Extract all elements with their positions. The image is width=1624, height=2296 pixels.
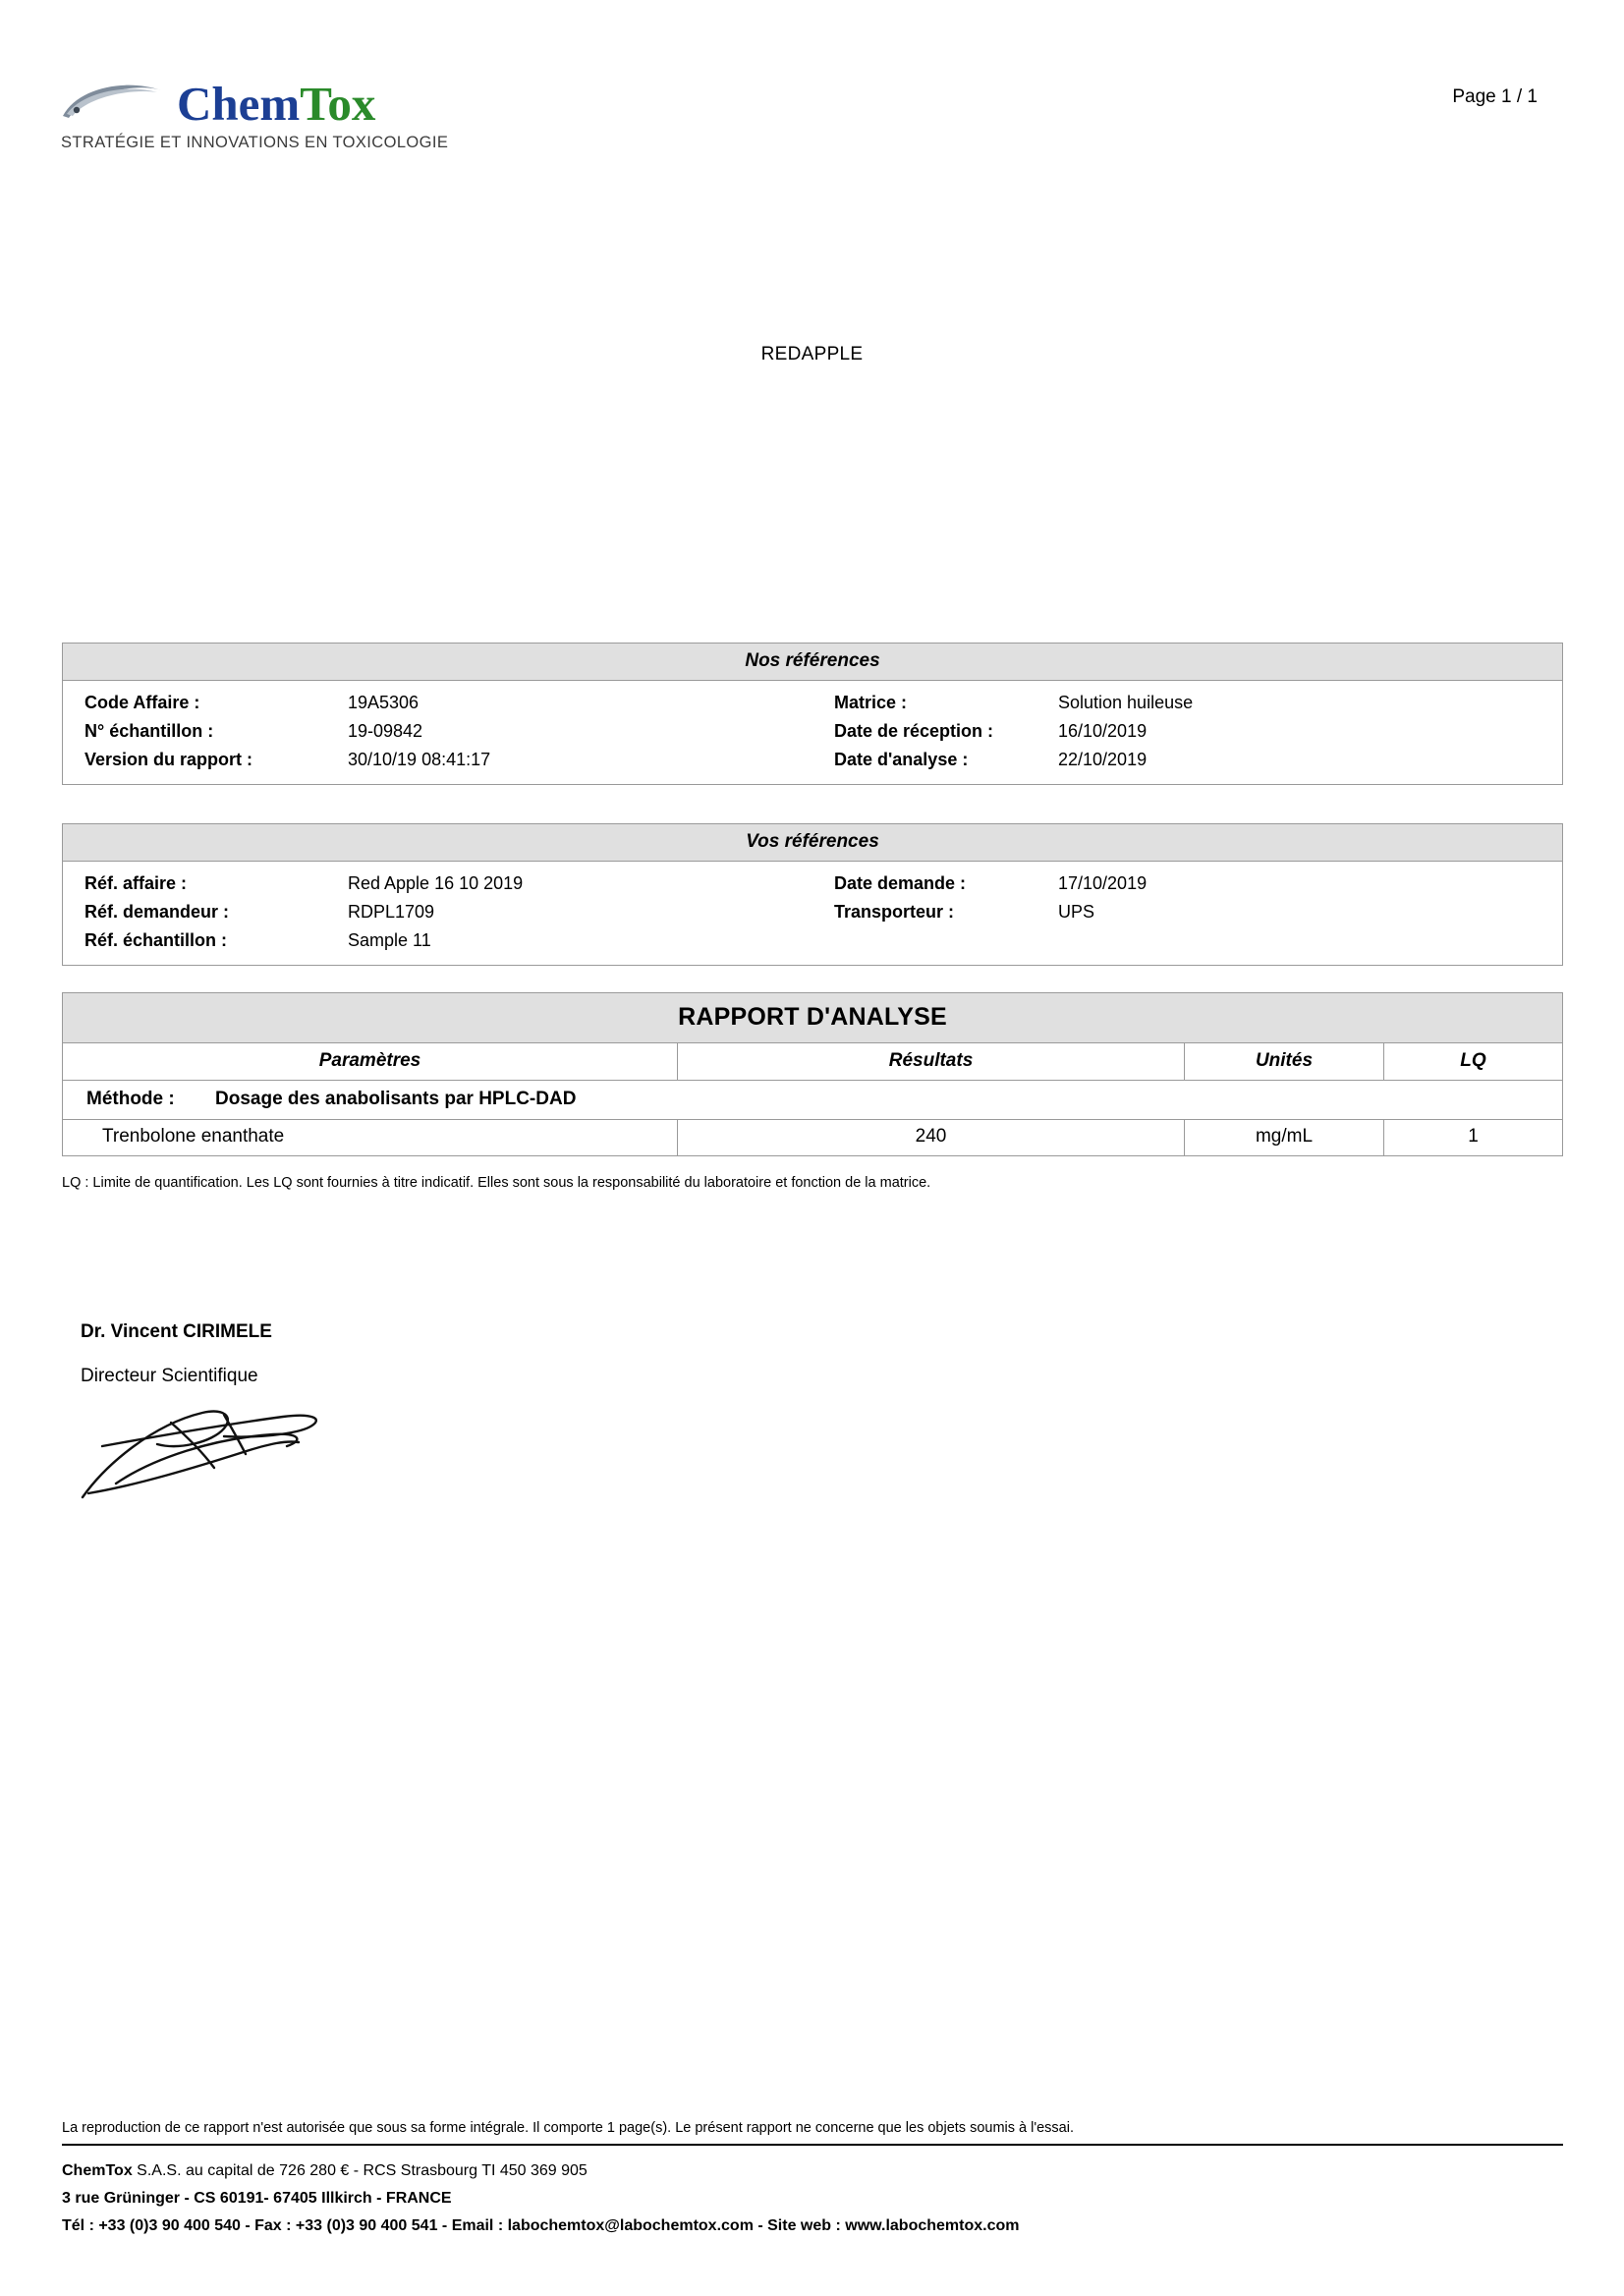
footer-company-name: ChemTox bbox=[62, 2162, 133, 2179]
our-references-table bbox=[62, 643, 1563, 785]
field-value: 19-09842 bbox=[348, 721, 423, 741]
field-label: N° échantillon : bbox=[84, 721, 214, 741]
field-value: 19A5306 bbox=[348, 693, 420, 712]
field-value: 16/10/2019 bbox=[1058, 721, 1148, 741]
your-references-table bbox=[62, 823, 1563, 966]
field-value: Sample 11 bbox=[348, 930, 431, 950]
client-name: REDAPPLE bbox=[760, 344, 864, 364]
signature-image bbox=[77, 1395, 411, 1513]
result-value: 240 bbox=[678, 1120, 1185, 1155]
method-row bbox=[63, 1081, 1562, 1120]
footer-line-1 bbox=[62, 2157, 1019, 2185]
column-header-results: Résultats bbox=[678, 1043, 1185, 1080]
field-value: 17/10/2019 bbox=[1058, 873, 1148, 893]
field-row bbox=[812, 717, 1562, 746]
result-lq: 1 bbox=[1468, 1126, 1479, 1147]
footer-address: 3 rue Grüninger - CS 60191- 67405 Illkirch - FRANCE bbox=[62, 2190, 452, 2207]
result-unit: mg/mL bbox=[1185, 1120, 1384, 1155]
lq-note: LQ : Limite de quantification. Les LQ sont fournies à titre indicatif. Elles sont sous la responsabilité du laboratoire et fonction de la matrice. bbox=[62, 1175, 931, 1191]
field-label: Date demande : bbox=[834, 873, 967, 893]
field-value: 22/10/2019 bbox=[1058, 750, 1148, 769]
field-label: Date d'analyse : bbox=[834, 750, 969, 769]
analysis-report-table bbox=[62, 992, 1563, 1156]
your-references-right-column bbox=[812, 869, 1562, 955]
footer-company-details: S.A.S. au capital de 726 280 € - RCS Strasbourg TI 450 369 905 bbox=[132, 2162, 588, 2179]
footer-contact bbox=[62, 2157, 1019, 2240]
our-references-left-column bbox=[63, 689, 812, 774]
footer-divider bbox=[62, 2144, 1563, 2146]
field-label: Réf. demandeur : bbox=[84, 902, 230, 922]
signatory-role: Directeur Scientifique bbox=[81, 1366, 258, 1386]
field-label: Date de réception : bbox=[834, 721, 994, 741]
column-header-parameters: Paramètres bbox=[63, 1043, 678, 1080]
field-row bbox=[63, 689, 812, 717]
field-row bbox=[63, 717, 812, 746]
logo-chem-text: Chem bbox=[177, 76, 301, 131]
field-row bbox=[63, 898, 812, 926]
field-value: Red Apple 16 10 2019 bbox=[348, 873, 524, 893]
field-row bbox=[63, 746, 812, 774]
signatory-name: Dr. Vincent CIRIMELE bbox=[81, 1321, 272, 1342]
field-label: Réf. échantillon : bbox=[84, 930, 228, 950]
method-label: Méthode : bbox=[86, 1089, 175, 1109]
our-references-right-column bbox=[812, 689, 1562, 774]
field-label: Matrice : bbox=[834, 693, 908, 712]
page-number: Page 1 / 1 bbox=[1452, 86, 1538, 107]
report-title: RAPPORT D'ANALYSE bbox=[63, 993, 1562, 1043]
field-row bbox=[812, 898, 1562, 926]
logo-wordmark bbox=[177, 76, 376, 131]
report-header-row bbox=[63, 1043, 1562, 1081]
table-row bbox=[63, 1120, 1562, 1156]
field-row bbox=[812, 746, 1562, 774]
field-label: Code Affaire : bbox=[84, 693, 200, 712]
result-parameter: Trenbolone enanthate bbox=[63, 1120, 678, 1155]
field-label: Transporteur : bbox=[834, 902, 955, 922]
field-value: 30/10/19 08:41:17 bbox=[348, 750, 491, 769]
swoosh-icon bbox=[59, 77, 167, 130]
field-label: Réf. affaire : bbox=[84, 873, 188, 893]
logo-tox-text: Tox bbox=[300, 76, 376, 131]
field-row bbox=[812, 689, 1562, 717]
logo-tagline: STRATÉGIE ET INNOVATIONS EN TOXICOLOGIE bbox=[61, 134, 449, 151]
field-row bbox=[63, 926, 812, 955]
footer-contact-details: Tél : +33 (0)3 90 400 540 - Fax : +33 (0)3 90 400 541 - Email : labochemtox@labochemtox.com - Site web : www.labochemtox.com bbox=[62, 2217, 1020, 2234]
field-label: Version du rapport : bbox=[84, 750, 253, 769]
method-name: Dosage des anabolisants par HPLC-DAD bbox=[215, 1089, 577, 1109]
field-value: UPS bbox=[1058, 902, 1095, 922]
field-row bbox=[63, 869, 812, 898]
your-references-title: Vos références bbox=[63, 824, 1562, 862]
field-value: Solution huileuse bbox=[1058, 693, 1194, 712]
field-value: RDPL1709 bbox=[348, 902, 435, 922]
field-row bbox=[812, 869, 1562, 898]
your-references-left-column bbox=[63, 869, 812, 955]
column-header-lq: LQ bbox=[1460, 1050, 1486, 1071]
company-logo bbox=[59, 77, 521, 152]
column-header-units: Unités bbox=[1185, 1043, 1384, 1080]
footer-note: La reproduction de ce rapport n'est autorisée que sous sa forme intégrale. Il comporte 1 page(s). Le présent rapport ne concerne que les objets soumis à l'essai. bbox=[62, 2120, 1074, 2136]
our-references-title: Nos références bbox=[63, 644, 1562, 681]
